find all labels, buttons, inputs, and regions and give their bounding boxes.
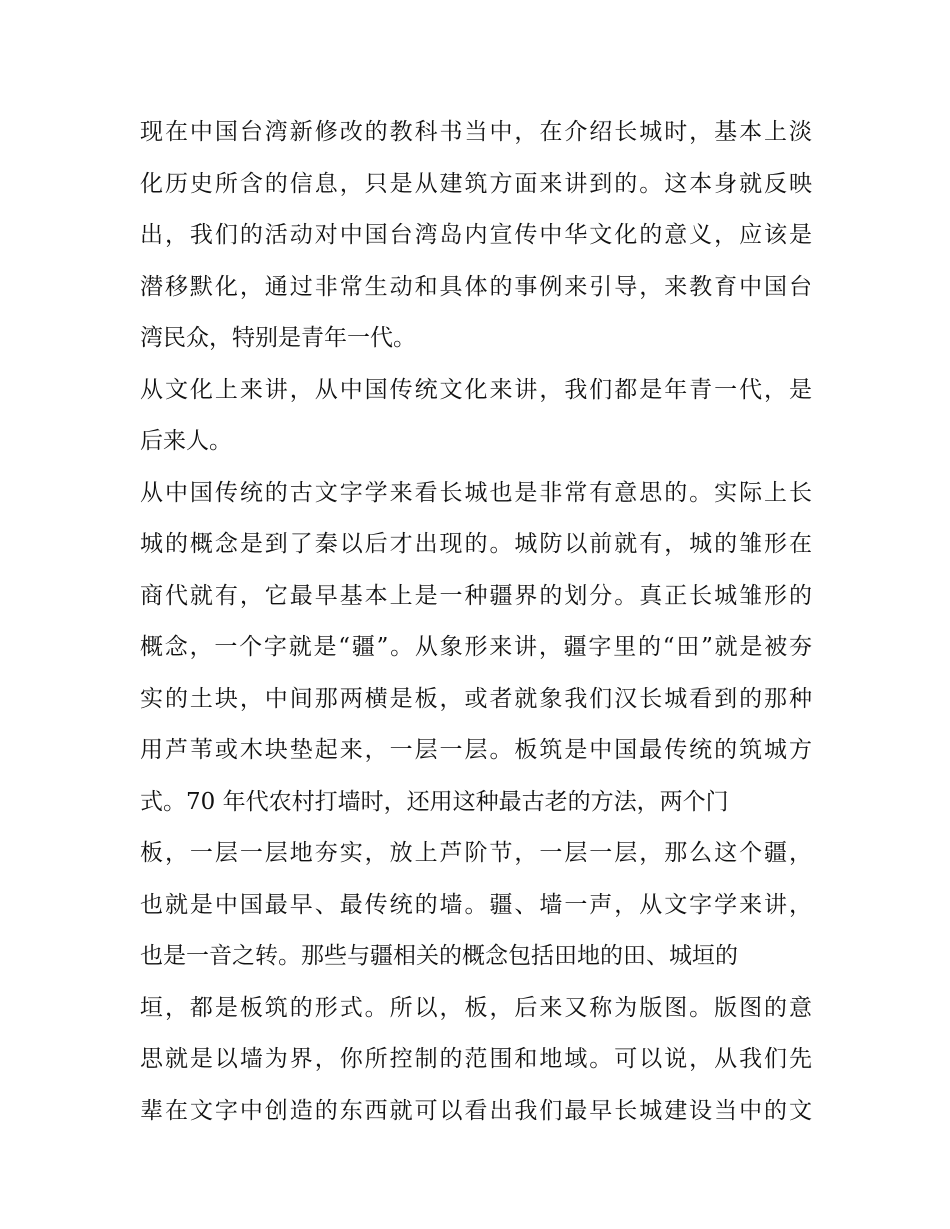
text-line: 出，我们的活动对中国台湾岛内宣传中华文化的意义，应该是 (140, 222, 812, 248)
text-line: 也就是中国最早、最传统的墙。疆、墙一声，从文字学来讲， (140, 891, 812, 918)
text-line: 潜移默化，通过非常生动和具体的事例来引导，来教育中国台 (140, 273, 812, 300)
text-line: 化历史所含的信息，只是从建筑方面来讲到的。这本身就反映 (140, 170, 812, 197)
text-line: 辈在文字中创造的东西就可以看出我们最早长城建设当中的文 (140, 1097, 812, 1124)
text-line: 概念，一个字就是“疆”。从象形来讲，疆字里的“田”就是被夯 (140, 634, 812, 660)
text-line: 实的土块，中间那两横是板，或者就象我们汉长城看到的那种 (140, 685, 812, 712)
text-line: 湾民众，特别是青年一代。 (140, 325, 416, 351)
text-line: 后来人。 (140, 428, 232, 454)
text-line: 商代就有，它最早基本上是一种疆界的划分。真正长城雏形的 (140, 582, 812, 609)
text-line: 思就是以墙为界，你所控制的范围和地域。可以说，从我们先 (140, 1046, 812, 1072)
text-line: 也是一音之转。那些与疆相关的概念包括田地的田、城垣的 (140, 943, 738, 969)
text-line: 板，一层一层地夯实，放上芦阶节，一层一层，那么这个疆， (140, 840, 812, 866)
text-line: 现在中国台湾新修改的教科书当中，在介绍长城时，基本上淡 (140, 119, 812, 145)
text-line: 从文化上来讲，从中国传统文化来讲，我们都是年青一代，是 (140, 376, 812, 403)
text-line: 城的概念是到了秦以后才出现的。城防以前就有，城的雏形在 (140, 531, 812, 557)
body-text (140, 107, 812, 1137)
text-line: 式。70 年代农村打墙时，还用这种最古老的方法，两个门 (140, 788, 729, 815)
text-line: 垣，都是板筑的形式。所以，板，后来又称为版图。版图的意 (140, 994, 812, 1021)
text-line: 从中国传统的古文字学来看长城也是非常有意思的。实际上长 (140, 479, 812, 506)
text-line: 用芦苇或木块垫起来，一层一层。板筑是中国最传统的筑城方 (140, 737, 812, 763)
